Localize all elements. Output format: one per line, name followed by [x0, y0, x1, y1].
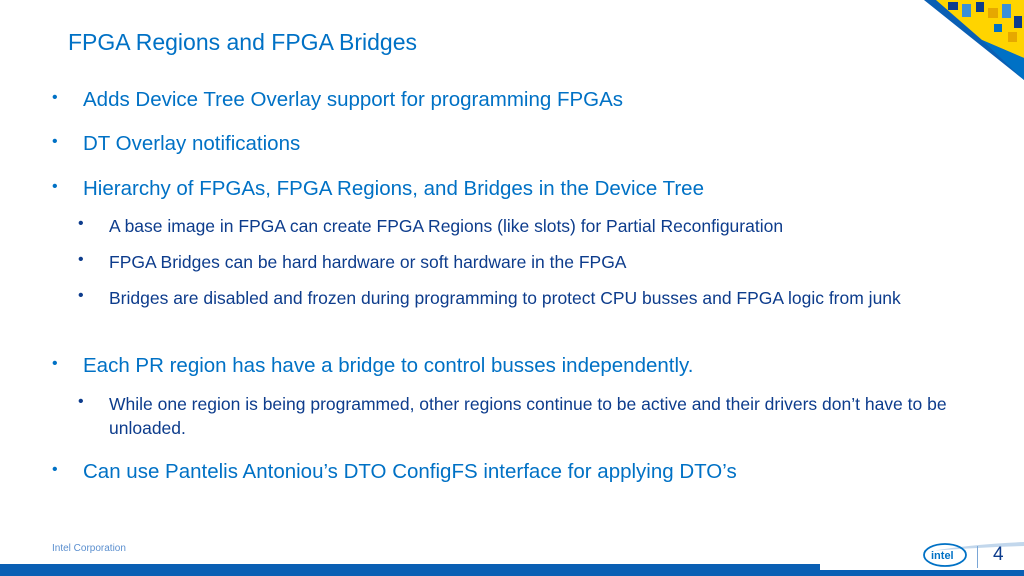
footer-divider — [977, 546, 978, 568]
sub-bullet-item: Bridges are disabled and frozen during programming to protect CPU busses and FPGA logic from junk — [109, 288, 901, 308]
bullet-dot: • — [52, 355, 58, 372]
sub-bullet-dot: • — [78, 251, 84, 268]
bullet-item: Hierarchy of FPGAs, FPGA Regions, and Bridges in the Device Tree — [83, 177, 704, 200]
footer-company: Intel Corporation — [52, 543, 126, 554]
bullet-dot: • — [52, 133, 58, 150]
intel-logo-text: intel — [931, 550, 954, 562]
bullet-item: Adds Device Tree Overlay support for programming FPGAs — [83, 88, 624, 111]
bullet-item: Each PR region has have a bridge to control busses independently. — [83, 354, 694, 377]
bullet-dot: • — [52, 461, 58, 478]
corner-decoration — [924, 0, 1024, 80]
bullet-item: DT Overlay notifications — [83, 132, 301, 155]
sub-bullet-item: FPGA Bridges can be hard hardware or soft hardware in the FPGA — [109, 252, 627, 272]
page-number: 4 — [993, 544, 1004, 565]
sub-bullet-dot: • — [78, 393, 84, 410]
sub-bullet-item: A base image in FPGA can create FPGA Regions (like slots) for Partial Reconfiguration — [109, 216, 784, 236]
bullet-dot: • — [52, 178, 58, 195]
slide-title: FPGA Regions and FPGA Bridges — [68, 29, 418, 55]
footer-band — [0, 536, 1024, 576]
bullet-dot: • — [52, 89, 58, 106]
sub-bullet-dot: • — [78, 215, 84, 232]
sub-bullet-dot: • — [78, 287, 84, 304]
sub-bullet-item: While one region is being programmed, other regions continue to be active and their drivers don’t have to be unloaded. — [109, 394, 947, 438]
bullet-item: Can use Pantelis Antoniou’s DTO ConfigFS interface for applying DTO’s — [83, 460, 737, 483]
intel-logo — [922, 542, 968, 568]
